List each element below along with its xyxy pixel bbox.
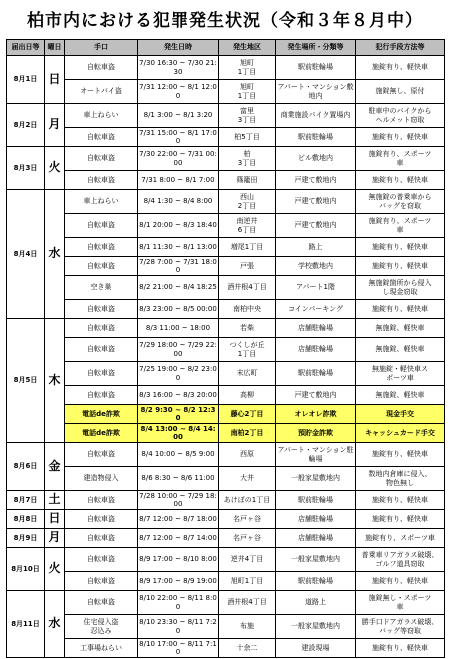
cell-modus: 無施錠箇所から侵入 し現金窃取 bbox=[356, 276, 445, 300]
cell-weekday: 月 bbox=[45, 529, 65, 548]
cell-location: 学校敷地内 bbox=[276, 257, 356, 276]
cell-modus: 無施錠、軽快車 bbox=[356, 319, 445, 338]
cell-location: 駅前駐輪場 bbox=[276, 572, 356, 591]
cell-weekday: 土 bbox=[45, 491, 65, 510]
table-row bbox=[7, 443, 445, 467]
cell-district: 若柴 bbox=[219, 319, 276, 338]
cell-method: 自転車盗 bbox=[65, 386, 138, 405]
cell-method: オートバイ盗 bbox=[65, 80, 138, 104]
crime-table bbox=[6, 39, 445, 658]
cell-datetime: 8/7 12:00 ~ 8/7 18:00 bbox=[138, 510, 219, 529]
cell-datetime: 7/25 19:00 ~ 8/2 23:00 bbox=[138, 362, 219, 386]
cell-method: 自転車盗 bbox=[65, 491, 138, 510]
header-location: 発生場所・分類等 bbox=[276, 40, 356, 56]
cell-modus: 無施錠・軽快車ス ポーツ車 bbox=[356, 362, 445, 386]
table-row bbox=[7, 190, 445, 214]
cell-report-date: 8月1日 bbox=[7, 56, 45, 104]
cell-method: 自転車盗 bbox=[65, 56, 138, 80]
header-district: 発生地区 bbox=[219, 40, 276, 56]
cell-district: 十余二 bbox=[219, 639, 276, 658]
header-method: 手口 bbox=[65, 40, 138, 56]
cell-weekday: 日 bbox=[45, 56, 65, 104]
cell-district: 末広町 bbox=[219, 362, 276, 386]
table-row bbox=[7, 147, 445, 171]
cell-modus: 施錠有り、スポーツ 車 bbox=[356, 147, 445, 171]
table-row bbox=[7, 214, 445, 238]
cell-datetime: 7/30 22:00 ~ 7/31 00:00 bbox=[138, 147, 219, 171]
table-row bbox=[7, 171, 445, 190]
cell-district: 増尾1丁目 bbox=[219, 238, 276, 257]
table-row bbox=[7, 591, 445, 615]
cell-method: 自転車盗 bbox=[65, 300, 138, 319]
cell-modus: 駐車中のバイクから ヘルメット窃取 bbox=[356, 104, 445, 128]
cell-modus: 施錠有り、軽快車 bbox=[356, 300, 445, 319]
cell-datetime: 8/1 20:00 ~ 8/3 18:40 bbox=[138, 214, 219, 238]
cell-location: 店舗駐輪場 bbox=[276, 529, 356, 548]
cell-report-date: 8月9日 bbox=[7, 529, 45, 548]
cell-modus: 施錠無し、原付 bbox=[356, 80, 445, 104]
cell-weekday: 火 bbox=[45, 147, 65, 190]
table-row bbox=[7, 362, 445, 386]
cell-datetime: 8/10 23:30 ~ 8/11 7:20 bbox=[138, 615, 219, 639]
table-row bbox=[7, 405, 445, 424]
cell-district: 逆井4丁目 bbox=[219, 548, 276, 572]
cell-district: あけぼの1丁目 bbox=[219, 491, 276, 510]
cell-method: 自転車盗 bbox=[65, 572, 138, 591]
cell-datetime: 8/6 8:30 ~ 8/6 11:00 bbox=[138, 467, 219, 491]
table-row bbox=[7, 529, 445, 548]
cell-district: 高柳 bbox=[219, 386, 276, 405]
cell-district: 南柏2丁目 bbox=[219, 424, 276, 443]
cell-location: 建設現場 bbox=[276, 639, 356, 658]
table-row bbox=[7, 276, 445, 300]
cell-datetime: 7/30 16:30 ~ 7/30 21:30 bbox=[138, 56, 219, 80]
cell-district: 酒井根4丁目 bbox=[219, 591, 276, 615]
cell-method: 建造物侵入 bbox=[65, 467, 138, 491]
cell-datetime: 8/10 17:00 ~ 8/11 7:10 bbox=[139, 639, 217, 656]
cell-modus: 現金手交 bbox=[356, 405, 445, 424]
cell-method: 空き巣 bbox=[65, 276, 138, 300]
cell-datetime: 8/1 11:30 ~ 8/1 13:00 bbox=[138, 238, 219, 257]
cell-datetime: 8/2 21:00 ~ 8/4 18:25 bbox=[138, 276, 219, 300]
cell-method: 自転車盗 bbox=[65, 171, 138, 190]
cell-method: 車上ねらい bbox=[65, 104, 138, 128]
cell-district: 富里 3丁目 bbox=[219, 104, 276, 128]
cell-modus: 普乗車リアガラス破壊、 ゴルフ道具窃取 bbox=[356, 548, 445, 572]
cell-district: つくしが丘 1丁目 bbox=[219, 338, 276, 362]
cell-location: 店舗駐輪場 bbox=[276, 319, 356, 338]
cell-modus: 施錠有り、軽快車 bbox=[356, 491, 445, 510]
cell-method: 自転車盗 bbox=[65, 147, 138, 171]
cell-district: 柏 3丁目 bbox=[219, 147, 276, 171]
cell-district: 南柏中央 bbox=[219, 300, 276, 319]
cell-method: 自転車盗 bbox=[65, 510, 138, 529]
cell-datetime: 7/31 8:00 ~ 8/1 7:00 bbox=[138, 171, 219, 190]
cell-weekday: 水 bbox=[45, 190, 65, 319]
cell-method: 車上ねらい bbox=[65, 190, 138, 214]
cell-location: 路上 bbox=[276, 238, 356, 257]
cell-datetime: 8/4 13:00 ~ 8/4 14:00 bbox=[138, 424, 219, 443]
cell-modus: 施錠有り、軽快車 bbox=[356, 257, 445, 276]
cell-datetime: 8/1 3:00 ~ 8/1 3:20 bbox=[138, 104, 219, 128]
cell-location: 駅前駐輪場 bbox=[276, 491, 356, 510]
cell-method: 電話de詐欺 bbox=[65, 405, 138, 424]
cell-location: 店舗駐輪場 bbox=[276, 338, 356, 362]
cell-location: ビル敷地内 bbox=[276, 147, 356, 171]
cell-location: 戸建て敷地内 bbox=[276, 214, 356, 238]
page-title: 柏市内における犯罪発生状況（令和３年８月中） bbox=[27, 11, 423, 31]
cell-district: 南逆井 6丁目 bbox=[219, 214, 276, 238]
cell-location: 駅前駐輪場 bbox=[276, 56, 356, 80]
header-report-date: 届出日等 bbox=[7, 40, 45, 56]
cell-report-date: 8月4日 bbox=[7, 190, 45, 319]
header-datetime: 発生日時 bbox=[138, 40, 219, 56]
cell-weekday: 木 bbox=[45, 319, 65, 443]
table-row bbox=[7, 238, 445, 257]
cell-district: 柏5丁目 bbox=[219, 128, 276, 147]
cell-modus: 無施錠、軽快車 bbox=[356, 338, 445, 362]
cell-report-date: 8月6日 bbox=[7, 443, 45, 491]
cell-location: 一般家屋敷地内 bbox=[276, 615, 356, 639]
cell-modus: 勝手口ドアガラス破壊、 バッグ等窃取 bbox=[356, 615, 445, 639]
table-row bbox=[7, 319, 445, 338]
cell-location: 一般家屋敷地内 bbox=[276, 467, 356, 491]
cell-location: 戸建て敷地内 bbox=[276, 171, 356, 190]
cell-weekday: 水 bbox=[45, 591, 65, 658]
cell-district: 西原 bbox=[219, 443, 276, 467]
cell-method: 自転車盗 bbox=[65, 257, 138, 276]
cell-datetime: 8/4 1:30 ~ 8/4 8:00 bbox=[138, 190, 219, 214]
cell-report-date: 8月8日 bbox=[7, 510, 45, 529]
cell-datetime: 8/9 17:00 ~ 8/9 19:00 bbox=[138, 572, 219, 591]
cell-location: アパート1階 bbox=[276, 276, 356, 300]
cell-district: 旭町 1丁目 bbox=[219, 80, 276, 104]
cell-location: アパート・マンション駐 輪場 bbox=[276, 443, 356, 467]
cell-datetime: 8/4 10:00 ~ 8/5 9:00 bbox=[138, 443, 219, 467]
cell-district: 旭町1丁目 bbox=[219, 572, 276, 591]
cell-location: 商業施設パイク置場内 bbox=[276, 104, 356, 128]
table-row bbox=[7, 257, 445, 276]
cell-location: 戸建て敷地内 bbox=[276, 190, 356, 214]
cell-report-date: 8月7日 bbox=[7, 491, 45, 510]
cell-modus: 施錠有り、軽快車 bbox=[356, 56, 445, 80]
cell-modus: 施錠有り、軽快車 bbox=[356, 238, 445, 257]
table-row bbox=[7, 548, 445, 572]
cell-report-date: 8月3日 bbox=[7, 147, 45, 190]
cell-modus: 施錠有り、軽快車 bbox=[356, 128, 445, 147]
cell-datetime: 8/10 22:00 ~ 8/11 8:00 bbox=[138, 591, 219, 615]
cell-datetime: 8/3 23:00 ~ 8/5 00:00 bbox=[138, 300, 219, 319]
table-row bbox=[7, 104, 445, 128]
table-row bbox=[7, 467, 445, 491]
cell-weekday: 日 bbox=[45, 510, 65, 529]
cell-report-date: 8月2日 bbox=[7, 104, 45, 147]
table-row bbox=[7, 338, 445, 362]
cell-datetime: 7/29 18:00 ~ 7/29 22:00 bbox=[138, 338, 219, 362]
cell-location: 駅前駐輪場 bbox=[276, 128, 356, 147]
cell-weekday: 金 bbox=[45, 443, 65, 491]
cell-datetime: 8/2 9:30 ~ 8/2 12:30 bbox=[138, 405, 219, 424]
cell-location: 道路上 bbox=[276, 591, 356, 615]
cell-method: 自転車盗 bbox=[65, 319, 138, 338]
cell-district: 布施 bbox=[219, 615, 276, 639]
cell-district: 名戸ヶ谷 bbox=[219, 529, 276, 548]
cell-datetime: 8/9 17:00 ~ 8/10 8:00 bbox=[138, 548, 219, 572]
table-row bbox=[7, 510, 445, 529]
cell-method: 自転車盗 bbox=[65, 338, 138, 362]
cell-district: 大井 bbox=[219, 467, 276, 491]
cell-modus: 施錠有り、スポーツ車 bbox=[356, 529, 445, 548]
cell-method: 工事場ねらい bbox=[65, 639, 138, 658]
table-row bbox=[7, 491, 445, 510]
cell-modus: 施錠有り、軽快車 bbox=[356, 171, 445, 190]
cell-modus: 施錠有り、軽快車 bbox=[356, 443, 445, 467]
cell-report-date: 8月11日 bbox=[7, 591, 45, 658]
cell-datetime: 8/3 16:00 ~ 8/3 20:00 bbox=[138, 386, 219, 405]
cell-method: 自転車盗 bbox=[65, 362, 138, 386]
cell-report-date: 8月10日 bbox=[7, 548, 45, 591]
cell-datetime: 8/7 12:00 ~ 8/7 14:00 bbox=[138, 529, 219, 548]
cell-modus: 施錠有り、軽快車 bbox=[356, 572, 445, 591]
cell-modus: 施錠有り、スポーツ 車 bbox=[356, 214, 445, 238]
cell-location: コインパーキング bbox=[276, 300, 356, 319]
cell-location: 一般家屋敷地内 bbox=[276, 548, 356, 572]
table-row bbox=[7, 386, 445, 405]
header-row bbox=[7, 40, 445, 56]
cell-location: アパート・マンション敷地内 bbox=[276, 80, 356, 104]
cell-method: 自転車盗 bbox=[65, 548, 138, 572]
cell-location: 店舗駐輪場 bbox=[276, 510, 356, 529]
cell-method: 自転車盗 bbox=[65, 238, 138, 257]
cell-method: 自転車盗 bbox=[65, 529, 138, 548]
header-weekday: 曜日 bbox=[45, 40, 65, 56]
table-row bbox=[7, 56, 445, 80]
cell-weekday: 月 bbox=[45, 104, 65, 147]
cell-weekday: 火 bbox=[45, 548, 65, 591]
cell-method: 自転車盗 bbox=[65, 128, 138, 147]
cell-location: オレオレ詐欺 bbox=[276, 405, 356, 424]
header-modus: 犯行手段方法等 bbox=[356, 40, 445, 56]
table-row bbox=[7, 615, 445, 639]
cell-location: 預貯金詐欺 bbox=[276, 424, 356, 443]
cell-district: 藤心2丁目 bbox=[219, 405, 276, 424]
table-row bbox=[7, 572, 445, 591]
cell-modus: 無施錠、軽快車 bbox=[356, 386, 445, 405]
cell-method: 電話de詐欺 bbox=[65, 424, 138, 443]
cell-method: 住宅侵入盗 忍込み bbox=[65, 615, 138, 639]
cell-district: 戸張 bbox=[219, 257, 276, 276]
cell-location: 駅前駐輪場 bbox=[276, 362, 356, 386]
cell-district: 西山 2丁目 bbox=[219, 190, 276, 214]
cell-datetime: 8/3 11:00 ~ 18:00 bbox=[138, 319, 219, 338]
cell-location: 戸建て敷地内 bbox=[276, 386, 356, 405]
cell-modus: 数地内倉庫に侵入、 物色無し bbox=[356, 467, 445, 491]
cell-district: 酒井根4丁目 bbox=[219, 276, 276, 300]
cell-method: 自転車盗 bbox=[65, 214, 138, 238]
cell-modus: 施錠無し・スポーツ 車 bbox=[356, 591, 445, 615]
table-row bbox=[7, 300, 445, 319]
table-row bbox=[7, 639, 445, 658]
cell-modus: 無施錠の普乗車から バッグを窃取 bbox=[356, 190, 445, 214]
cell-datetime: 7/31 12:00 ~ 8/1 12:00 bbox=[138, 80, 219, 104]
cell-report-date: 8月5日 bbox=[7, 319, 45, 443]
cell-modus: キャッシュカード手交 bbox=[356, 424, 445, 443]
cell-datetime: 7/28 10:00 ~ 7/29 18:00 bbox=[139, 491, 217, 508]
cell-district: 名戸ヶ谷 bbox=[219, 510, 276, 529]
table-row bbox=[7, 128, 445, 147]
cell-district: 旭町 1丁目 bbox=[219, 56, 276, 80]
cell-modus: 施錠有り、軽快車 bbox=[356, 510, 445, 529]
table-row bbox=[7, 80, 445, 104]
table-row bbox=[7, 424, 445, 443]
cell-method: 自転車盗 bbox=[65, 443, 138, 467]
cell-method: 自転車盗 bbox=[65, 591, 138, 615]
cell-datetime: 7/31 15:00 ~ 8/1 17:00 bbox=[139, 128, 217, 145]
cell-datetime: 7/28 7:00 ~ 7/31 18:00 bbox=[139, 257, 217, 274]
cell-district: 篠籠田 bbox=[219, 171, 276, 190]
cell-modus: 施錠有り、軽快車 bbox=[356, 639, 445, 658]
